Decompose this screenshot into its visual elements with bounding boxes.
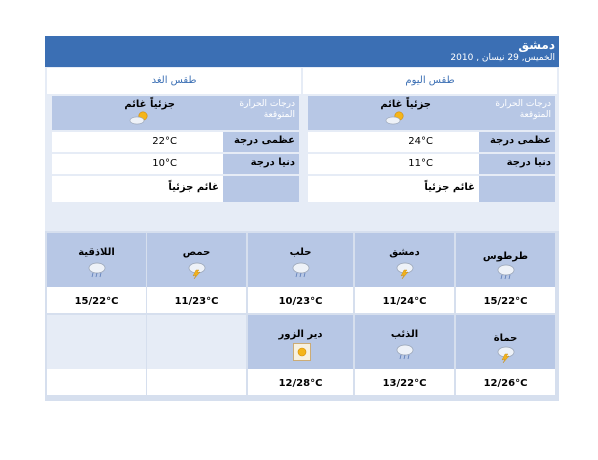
rain-icon (87, 261, 107, 283)
city-card[interactable] (147, 233, 246, 313)
city-temp: 12/28°C (278, 378, 323, 389)
tab-tomorrow[interactable]: طقس الغد (47, 68, 301, 94)
city-card[interactable] (456, 315, 555, 395)
tomorrow-condition-cell (52, 96, 223, 130)
city-card[interactable] (355, 315, 454, 395)
today-max: 24°C (408, 136, 433, 147)
today-condition: جزئياً غائم (380, 99, 431, 110)
city-name: حلب (289, 247, 312, 258)
partly-cloudy-icon (129, 111, 151, 128)
tomorrow-panel (50, 96, 301, 232)
expected-temps-label: درجات الحرارة المتوقعة (479, 96, 555, 130)
max-temp-label: عظمى درجة (223, 132, 299, 152)
city-name: الذئب (390, 329, 419, 340)
city-name: حماة (493, 333, 518, 344)
city-name: اللاذقية (78, 247, 115, 258)
empty-card (47, 315, 146, 395)
storm-icon (395, 261, 415, 283)
tomorrow-condition: جزئياً غائم (124, 99, 175, 110)
header-bar (45, 36, 559, 67)
weather-widget (45, 36, 559, 389)
sunny-icon (293, 343, 311, 365)
city-temp: 13/22°C (382, 378, 427, 389)
city-name: حمص (182, 247, 211, 258)
city-temp: 12/26°C (483, 378, 528, 389)
rain-icon (291, 261, 311, 283)
city-title: دمشق (518, 38, 555, 52)
today-condition-cell (308, 96, 479, 130)
city-card[interactable] (355, 233, 454, 313)
empty-card (147, 315, 246, 395)
min-temp-label: دنيا درجة (223, 154, 299, 174)
city-name: دمشق (389, 247, 420, 258)
tomorrow-max: 22°C (152, 136, 177, 147)
date-label: الخميس, 29 نيسان , 2010 (450, 53, 555, 63)
city-temp: 15/22°C (483, 296, 528, 307)
city-name: طرطوس (482, 251, 529, 262)
max-temp-label: عظمى درجة (479, 132, 555, 152)
rain-icon (395, 343, 415, 365)
city-temp: 11/23°C (174, 296, 219, 307)
storm-icon (187, 261, 207, 283)
city-temp: 15/22°C (74, 296, 119, 307)
tomorrow-min: 10°C (152, 158, 177, 169)
cities-grid (45, 231, 559, 401)
tab-today[interactable]: طقس اليوم (303, 68, 557, 94)
storm-icon (496, 345, 516, 367)
city-name: دير الزور (278, 329, 323, 340)
min-temp-label: دنيا درجة (479, 154, 555, 174)
city-card[interactable] (248, 315, 353, 395)
city-temp: 11/24°C (382, 296, 427, 307)
city-card[interactable] (248, 233, 353, 313)
city-card[interactable] (47, 233, 146, 313)
tomorrow-summary: غائم جزئياً (168, 182, 219, 193)
today-summary: غائم جزئياً (424, 182, 475, 193)
partly-cloudy-icon (385, 111, 407, 128)
today-min: 11°C (408, 158, 433, 169)
expected-temps-label: درجات الحرارة المتوقعة (223, 96, 299, 130)
city-temp: 10/23°C (278, 296, 323, 307)
city-card[interactable] (456, 233, 555, 313)
forecast-panel (45, 67, 559, 257)
rain-icon (496, 263, 516, 285)
today-panel (306, 96, 557, 232)
